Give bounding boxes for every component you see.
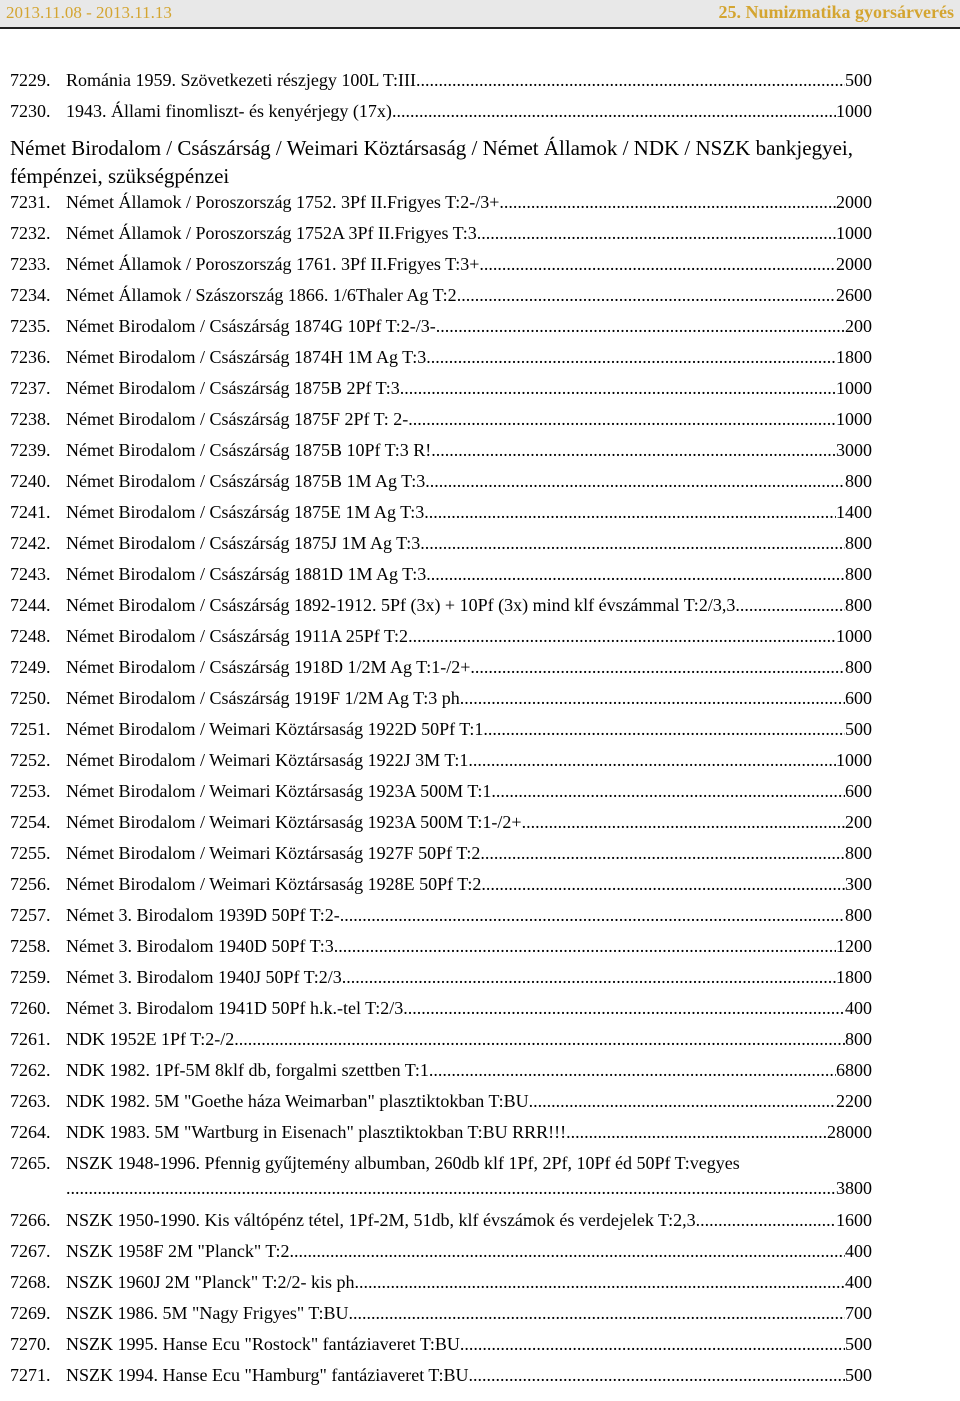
lot-row: [10, 347, 872, 378]
lot-row: [10, 1029, 872, 1060]
lot-price: 1200: [836, 936, 872, 956]
lot-description: Német Államok / Poroszország 1752. 3Pf II.Frigyes T:2-/3+: [66, 192, 500, 212]
lot-description: 1943. Állami finomliszt- és kenyérjegy (17x): [66, 101, 392, 121]
lot-description: NDK 1982. 5M "Goethe háza Weimarban" plasztiktokban T:BU: [66, 1091, 529, 1111]
lot-number: 7264.: [10, 1122, 51, 1142]
lot-number: 7252.: [10, 750, 51, 770]
lot-price: 200: [845, 812, 872, 832]
lot-row: [10, 626, 872, 657]
lot-row: [10, 564, 872, 595]
lot-description: Német Birodalom / Császárság 1875B 10Pf T:3 R!: [66, 440, 432, 460]
lot-list: [10, 70, 872, 1396]
lot-price: 800: [845, 471, 872, 491]
lot-number: 7255.: [10, 843, 51, 863]
lot-price: 3000: [836, 440, 872, 460]
lot-price: 300: [845, 874, 872, 894]
lot-row: [10, 595, 872, 626]
section-title: Német Birodalom / Császárság / Weimari Köztársaság / Német Államok / NDK / NSZK bankjegyei, fémpénzei, szükségpénzei: [10, 136, 853, 188]
lot-number: 7243.: [10, 564, 51, 584]
lot-price: 500: [845, 70, 872, 90]
lot-row: [10, 254, 872, 285]
lot-number: 7235.: [10, 316, 51, 336]
lot-number: 7234.: [10, 285, 51, 305]
lot-description: Német Birodalom / Weimari Köztársaság 1927F 50Pf T:2: [66, 843, 481, 863]
lot-row: [10, 1334, 872, 1365]
auction-dates: 2013.11.08 - 2013.11.13: [6, 3, 172, 22]
lot-description: Románia 1959. Szövetkezeti részjegy 100L T:III: [66, 70, 416, 90]
dot-leader: [457, 285, 836, 305]
lot-description: Német 3. Birodalom 1940D 50Pf T:3: [66, 936, 334, 956]
lot-number: 7231.: [10, 192, 51, 212]
lot-price: 400: [845, 1272, 872, 1292]
lot-number: 7254.: [10, 812, 51, 832]
lot-number: 7269.: [10, 1303, 51, 1323]
lot-description: Német Birodalom / Császárság 1911A 25Pf T:2: [66, 626, 409, 646]
dot-leader: [400, 378, 836, 398]
lot-description: NSZK 1994. Hanse Ecu "Hamburg" fantáziaveret T:BU: [66, 1365, 469, 1385]
lot-price: 1000: [836, 409, 872, 429]
lot-number: 7251.: [10, 719, 51, 739]
lot-description: Német Birodalom / Weimari Köztársaság 1922J 3M T:1: [66, 750, 469, 770]
lot-number: 7263.: [10, 1091, 51, 1111]
lot-description: Német Birodalom / Császárság 1875E 1M Ag T:3: [66, 502, 425, 522]
dot-leader: [66, 1178, 836, 1198]
lot-description: Német Birodalom / Császárság 1875F 2Pf T: 2-: [66, 409, 409, 429]
lot-number: 7240.: [10, 471, 51, 491]
lot-description: Német Államok / Poroszország 1752A 3Pf II.Frigyes T:3: [66, 223, 477, 243]
lot-price: 800: [845, 657, 872, 677]
lot-row: [10, 1060, 872, 1091]
lot-row: [10, 936, 872, 967]
lot-number: 7266.: [10, 1210, 51, 1230]
lot-price: 1000: [836, 378, 872, 398]
lot-row: [10, 998, 872, 1029]
dot-leader: [469, 1365, 845, 1385]
lot-row: [10, 440, 872, 471]
auction-title: 25. Numizmatika gyorsárverés: [718, 2, 954, 22]
lot-price: 700: [845, 1303, 872, 1323]
lot-price: 1800: [836, 967, 872, 987]
lot-description: NSZK 1950-1990. Kis váltópénz tétel, 1Pf-2M, 51db, klf évszámok és verdejelek T:2,3: [66, 1210, 696, 1230]
lot-description: Német Birodalom / Weimari Köztársaság 1923A 500M T:1-/2+: [66, 812, 522, 832]
lot-description: Német Birodalom / Weimari Köztársaság 1928E 50Pf T:2: [66, 874, 482, 894]
lot-description: Német Birodalom / Császárság 1881D 1M Ag T:3: [66, 564, 427, 584]
lot-price: 400: [845, 998, 872, 1018]
lot-row: [10, 781, 872, 812]
lot-row: [10, 378, 872, 409]
lot-price: 2600: [836, 285, 872, 305]
dot-leader: [464, 688, 845, 708]
lot-price: 1400: [836, 502, 872, 522]
dot-leader: [340, 905, 845, 925]
lot-row: [10, 223, 872, 254]
lot-number: 7238.: [10, 409, 51, 429]
lot-description: NDK 1983. 5M "Wartburg in Eisenach" plasztiktokban T:BU RRR!!!: [66, 1122, 567, 1142]
lot-price: 2000: [836, 192, 872, 212]
dot-leader: [468, 750, 836, 770]
dot-leader: [480, 843, 845, 863]
dot-leader: [431, 440, 836, 460]
lot-description: Német Államok / Poroszország 1761. 3Pf II.Frigyes T:3+: [66, 254, 480, 274]
dot-leader: [479, 254, 836, 274]
lot-group-bottom: [10, 1210, 872, 1396]
lot-row: [10, 285, 872, 316]
dot-leader: [426, 564, 845, 584]
lot-number: 7242.: [10, 533, 51, 553]
lot-row: [10, 1091, 872, 1122]
lot-row: [10, 533, 872, 564]
lot-group-top: [10, 70, 872, 132]
lot-row: [10, 192, 872, 223]
lot-row: [10, 70, 872, 101]
lot-row: [10, 316, 872, 347]
lot-description: NSZK 1948-1996. Pfennig gyűjtemény albumban, 260db klf 1Pf, 2Pf, 10Pf éd 50Pf T:vegyes: [66, 1153, 740, 1173]
dot-leader: [481, 874, 845, 894]
lot-number: 7256.: [10, 874, 51, 894]
dot-leader: [566, 1122, 827, 1142]
dot-leader: [334, 936, 836, 956]
lot-price: 6800: [836, 1060, 872, 1080]
lot-row: [10, 905, 872, 936]
lot-row: [10, 874, 872, 905]
lot-number: 7262.: [10, 1060, 51, 1080]
dot-leader: [348, 1303, 845, 1323]
lot-number: 7253.: [10, 781, 51, 801]
lot-price: 200: [845, 316, 872, 336]
lot-row: [10, 409, 872, 440]
lot-row: [10, 1365, 872, 1396]
lot-number: 7265.: [10, 1153, 51, 1173]
dot-leader: [408, 626, 836, 646]
lot-number: 7241.: [10, 502, 51, 522]
dot-leader: [436, 316, 845, 336]
lot-number: 7267.: [10, 1241, 51, 1261]
dot-leader: [522, 812, 845, 832]
dot-leader: [403, 998, 845, 1018]
lot-description: Német Birodalom / Weimari Köztársaság 1923A 500M T:1: [66, 781, 492, 801]
lot-row: [10, 1153, 872, 1210]
dot-leader: [529, 1091, 836, 1111]
lot-number: 7257.: [10, 905, 51, 925]
lot-description: Német Birodalom / Császárság 1892-1912. 5Pf (3x) + 10Pf (3x) mind klf évszámmal T:2/3,3: [66, 595, 736, 615]
lot-row: [10, 1303, 872, 1334]
dot-leader: [426, 347, 836, 367]
lot-number: 7258.: [10, 936, 51, 956]
dot-leader: [234, 1029, 845, 1049]
lot-price: 1000: [836, 750, 872, 770]
dot-leader: [491, 781, 845, 801]
lot-number: 7229.: [10, 70, 51, 90]
lot-price: 3800: [836, 1178, 872, 1198]
lot-description: Német Birodalom / Császárság 1918D 1/2M Ag T:1-/2+: [66, 657, 471, 677]
lot-price: 800: [845, 595, 872, 615]
lot-number: 7270.: [10, 1334, 51, 1354]
lot-price: 500: [845, 719, 872, 739]
lot-price: 1600: [836, 1210, 872, 1230]
lot-number: 7239.: [10, 440, 51, 460]
lot-description: NDK 1952E 1Pf T:2-/2: [66, 1029, 235, 1049]
lot-description: NSZK 1960J 2M "Planck" T:2/2- kis ph.: [66, 1272, 359, 1292]
lot-number: 7248.: [10, 626, 51, 646]
dot-leader: [424, 502, 836, 522]
lot-description: Német Birodalom / Császárság 1875B 2Pf T:3: [66, 378, 400, 398]
dot-leader: [460, 1334, 845, 1354]
lot-price: 28000: [827, 1122, 872, 1142]
lot-price: 1000: [836, 626, 872, 646]
dot-leader: [425, 471, 845, 491]
lot-row: [10, 750, 872, 781]
page-header: [0, 0, 960, 29]
lot-price: 500: [845, 1365, 872, 1385]
lot-row: [10, 1272, 872, 1303]
lot-number: 7230.: [10, 101, 51, 121]
lot-row: [10, 1241, 872, 1272]
dot-leader: [359, 1272, 845, 1292]
dot-leader: [289, 1241, 845, 1261]
lot-number: 7260.: [10, 998, 51, 1018]
lot-price: 800: [845, 905, 872, 925]
dot-leader: [470, 657, 845, 677]
lot-row: [10, 1210, 872, 1241]
lot-price: 1800: [836, 347, 872, 367]
lot-number: 7250.: [10, 688, 51, 708]
lot-price: 2200: [836, 1091, 872, 1111]
lot-number: 7237.: [10, 378, 51, 398]
lot-price: 1000: [836, 101, 872, 121]
lot-description: NSZK 1986. 5M "Nagy Frigyes" T:BU: [66, 1303, 349, 1323]
lot-group-main: [10, 192, 872, 1153]
lot-row: [10, 101, 872, 132]
lot-description: Német 3. Birodalom 1940J 50Pf T:2/3: [66, 967, 342, 987]
dot-leader: [408, 409, 836, 429]
dot-leader: [429, 1060, 836, 1080]
lot-description: Német 3. Birodalom 1939D 50Pf T:2-: [66, 905, 340, 925]
lot-price: 800: [845, 533, 872, 553]
lot-description: Német Birodalom / Császárság 1875J 1M Ag T:3: [66, 533, 421, 553]
lot-row: [10, 502, 872, 533]
lot-price: 800: [845, 843, 872, 863]
lot-number: 7236.: [10, 347, 51, 367]
lot-description: Német Birodalom / Császárság 1919F 1/2M Ag T:3 ph.: [66, 688, 465, 708]
lot-price: 600: [845, 781, 872, 801]
lot-description: Német 3. Birodalom 1941D 50Pf h.k.-tel T:2/3: [66, 998, 404, 1018]
lot-number: 7244.: [10, 595, 51, 615]
dot-leader: [416, 70, 845, 90]
dot-leader: [483, 719, 845, 739]
lot-number: 7268.: [10, 1272, 51, 1292]
lot-number: 7232.: [10, 223, 51, 243]
lot-row: [10, 1122, 872, 1153]
lot-description: Német Birodalom / Császárság 1874G 10Pf T:2-/3-: [66, 316, 436, 336]
lot-row: [10, 688, 872, 719]
dot-leader: [392, 101, 836, 121]
lot-number: 7259.: [10, 967, 51, 987]
lot-row: [10, 719, 872, 750]
lot-number: 7261.: [10, 1029, 51, 1049]
lot-description: Német Birodalom / Weimari Köztársaság 1922D 50Pf T:1: [66, 719, 484, 739]
dot-leader: [420, 533, 845, 553]
dot-leader: [477, 223, 836, 243]
dot-leader: [499, 192, 836, 212]
lot-description: Német Birodalom / Császárság 1874H 1M Ag T:3: [66, 347, 427, 367]
dot-leader: [735, 595, 845, 615]
lot-number: 7233.: [10, 254, 51, 274]
lot-number: 7249.: [10, 657, 51, 677]
lot-description: NSZK 1995. Hanse Ecu "Rostock" fantáziaveret T:BU: [66, 1334, 460, 1354]
lot-price: 2000: [836, 254, 872, 274]
lot-description: NDK 1982. 1Pf-5M 8klf db, forgalmi szettben T:1: [66, 1060, 429, 1080]
lot-number: 7271.: [10, 1365, 51, 1385]
lot-row: [10, 471, 872, 502]
lot-price: 800: [845, 1029, 872, 1049]
lot-description: Német Államok / Szászország 1866. 1/6Thaler Ag T:2: [66, 285, 457, 305]
dot-leader: [696, 1210, 836, 1230]
lot-row: [10, 657, 872, 688]
lot-row: [10, 843, 872, 874]
lot-row: [10, 967, 872, 998]
lot-row: [10, 812, 872, 843]
lot-price: 800: [845, 564, 872, 584]
lot-price: 500: [845, 1334, 872, 1354]
lot-price: 600: [845, 688, 872, 708]
lot-description: NSZK 1958F 2M "Planck" T:2: [66, 1241, 290, 1261]
lot-price: 400: [845, 1241, 872, 1261]
lot-description: Német Birodalom / Császárság 1875B 1M Ag T:3: [66, 471, 426, 491]
lot-price: 1000: [836, 223, 872, 243]
dot-leader: [342, 967, 836, 987]
